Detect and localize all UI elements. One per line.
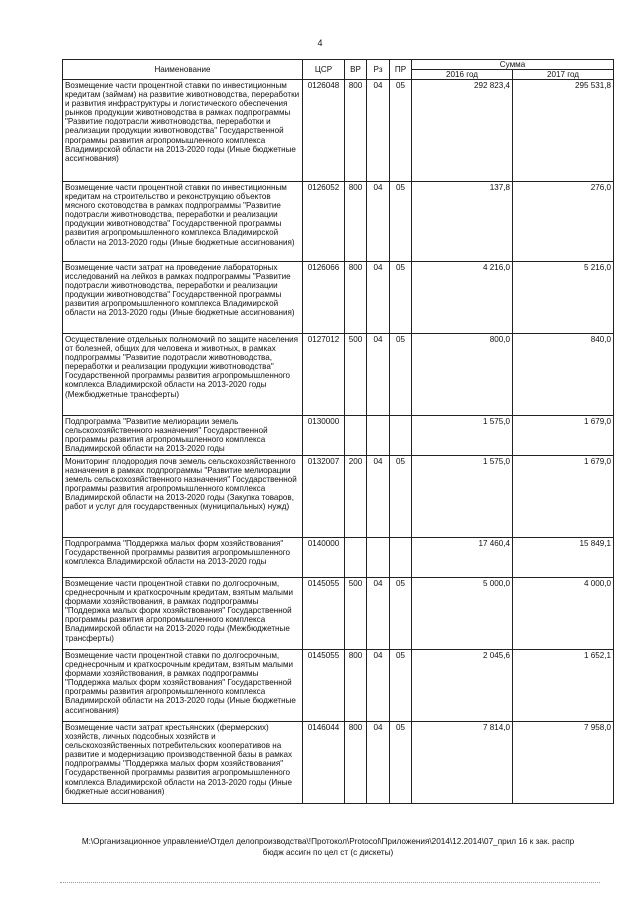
row-name: Подпрограмма "Развитие мелиорации земель сельскохозяйственного назначения" Государственной программы развития агропромышленного комплекса Владимирской области на 2013-2020 годы: [63, 416, 303, 456]
row-csr: 0146044: [303, 722, 345, 804]
row-pr: [390, 538, 412, 578]
row-2016: 7 814,0: [412, 722, 513, 804]
header-2017: 2017 год: [513, 70, 614, 80]
table-row: [63, 262, 614, 334]
row-pr: [390, 416, 412, 456]
row-2016: 1 575,0: [412, 456, 513, 538]
bottom-scan-marks: [60, 882, 600, 884]
table-row: [63, 722, 614, 804]
row-csr: 0130000: [303, 416, 345, 456]
row-2017: 295 531,8: [513, 80, 614, 182]
row-csr: 0145055: [303, 578, 345, 650]
row-rz: 04: [367, 334, 390, 416]
row-vr: [345, 538, 367, 578]
row-csr: 0126048: [303, 80, 345, 182]
row-2016: 4 216,0: [412, 262, 513, 334]
row-csr: 0132007: [303, 456, 345, 538]
row-2016: 17 460,4: [412, 538, 513, 578]
row-csr: 0145055: [303, 650, 345, 722]
row-2016: 1 575,0: [412, 416, 513, 456]
row-vr: 500: [345, 578, 367, 650]
table-row: [63, 456, 614, 538]
row-pr: 05: [390, 80, 412, 182]
row-vr: 800: [345, 80, 367, 182]
row-2016: 137,8: [412, 182, 513, 262]
table-row: [63, 80, 614, 182]
row-vr: 200: [345, 456, 367, 538]
row-vr: 800: [345, 262, 367, 334]
row-csr: 0126052: [303, 182, 345, 262]
row-pr: 05: [390, 182, 412, 262]
row-csr: 0126066: [303, 262, 345, 334]
row-name: Возмещение части затрат на проведение лабораторных исследований на лейкоз в рамках подпрограммы "Развитие подотрасли животноводства, переработки и реализации продукции животноводства" Государственной программы развития агропромышленного комплекса Владимирской области на 2013-2020 годы (Иные бюджетные ассигнования): [63, 262, 303, 334]
row-vr: 800: [345, 722, 367, 804]
table-row: [63, 578, 614, 650]
footer-path: M:\Организационное управление\Отдел делопроизводства\!Протокол\Protocol\Приложения\2014\12.2014\07_прил 16 к зак. распр: [81, 837, 575, 846]
row-csr: 0127012: [303, 334, 345, 416]
row-pr: 05: [390, 334, 412, 416]
row-pr: 05: [390, 578, 412, 650]
document-footer: [28, 837, 628, 858]
budget-table: [62, 59, 614, 804]
row-name: Подпрограмма "Поддержка малых форм хозяйствования" Государственной программы развития агропромышленного комплекса Владимирской области на 2013-2020 годы: [63, 538, 303, 578]
row-2017: 840,0: [513, 334, 614, 416]
table-row: [63, 538, 614, 578]
row-2017: 15 849,1: [513, 538, 614, 578]
row-pr: 05: [390, 456, 412, 538]
header-pr: ПР: [390, 60, 412, 80]
header-sum: Сумма: [412, 60, 614, 70]
row-pr: 05: [390, 650, 412, 722]
row-2016: 292 823,4: [412, 80, 513, 182]
row-2017: 1 679,0: [513, 416, 614, 456]
header-name: Наименование: [63, 60, 303, 80]
row-vr: 800: [345, 182, 367, 262]
header-csr: ЦСР: [303, 60, 345, 80]
row-name: Возмещение части процентной ставки по инвестиционным кредитам на строительство и реконструкцию объектов мясного скотоводства в рамках подпрограммы "Развитие подотрасли животноводства, переработки и реализации продукции животноводства" Государственной программы развития агропромышленного комплекса Владимирской области на 2013-2020 годы (Иные бюджетные ассигнования): [63, 182, 303, 262]
table-row: [63, 416, 614, 456]
row-2017: 4 000,0: [513, 578, 614, 650]
header-vr: ВР: [345, 60, 367, 80]
row-name: Возмещение части процентной ставки по долгосрочным, среднесрочным и краткосрочным кредитам, взятым малыми формами хозяйствования, в рамках подпрограммы "Поддержка малых форм хозяйствования" Государственной программы развития агропромышленного комплекса Владимирской области на 2013-2020 годы (Иные бюджетные ассигнования): [63, 650, 303, 722]
row-2017: 1 652,1: [513, 650, 614, 722]
table-row: [63, 650, 614, 722]
row-name: Возмещение части процентной ставки по инвестиционным кредитам (займам) на развитие животноводства, переработки и развития инфраструктуры и логистического обеспечения рынков продукции животноводства в рамках подпрограммы "Развитие подотрасли животноводства, переработки и реализации продукции животноводства" Государственной программы развития агропромышленного комплекса Владимирской области на 2013-2020 годы (Иные бюджетные ассигнования): [63, 80, 303, 182]
row-rz: 04: [367, 80, 390, 182]
row-rz: 04: [367, 262, 390, 334]
row-name: Мониторинг плодородия почв земель сельскохозяйственного назначения в рамках подпрограммы "Развитие мелиорации земель сельскохозяйственного назначения" Государственной программы развития агропромышленного комплекса Владимирской области на 2013-2020 годы (Закупка товаров, работ и услуг для государственных (муниципальных) нужд): [63, 456, 303, 538]
row-2016: 2 045,6: [412, 650, 513, 722]
table-row: [63, 182, 614, 262]
row-2017: 7 958,0: [513, 722, 614, 804]
row-name: Возмещение части процентной ставки по долгосрочным, среднесрочным и краткосрочным кредитам, взятым малыми формами хозяйствования, в рамках подпрограммы "Поддержка малых форм хозяйствования" Государственной программы развития агропромышленного комплекса Владимирской области на 2013-2020 годы (Межбюджетные трансферты): [63, 578, 303, 650]
row-rz: 04: [367, 182, 390, 262]
row-rz: [367, 416, 390, 456]
table-row: [63, 334, 614, 416]
row-rz: 04: [367, 650, 390, 722]
row-vr: 800: [345, 650, 367, 722]
row-2017: 5 216,0: [513, 262, 614, 334]
header-rz: Рз: [367, 60, 390, 80]
row-name: Осуществление отдельных полномочий по защите населения от болезней, общих для человека и животных, в рамках подпрограммы "Развитие подотрасли животноводства, переработки и реализации продукции животноводства" Государственной программы развития агропромышленного комплекса Владимирской области на 2013-2020 годы (Межбюджетные трансферты): [63, 334, 303, 416]
row-2016: 5 000,0: [412, 578, 513, 650]
row-rz: [367, 538, 390, 578]
row-name: Возмещение части затрат крестьянских (фермерских) хозяйств, личных подсобных хозяйств и сельскохозяйственных потребительских кооперативов на развитие и модернизацию производственной базы в рамках подпрограммы "Поддержка малых форм хозяйствования" Государственной программы развития агропромышленного комплекса Владимирской области на 2013-2020 годы (Иные бюджетные ассигнования): [63, 722, 303, 804]
row-2017: 1 679,0: [513, 456, 614, 538]
row-rz: 04: [367, 722, 390, 804]
row-2016: 800,0: [412, 334, 513, 416]
page-number: 4: [317, 38, 323, 48]
footer-filename: бюдж ассигн по цел ст (с дискеты): [262, 847, 394, 857]
row-vr: [345, 416, 367, 456]
row-pr: 05: [390, 722, 412, 804]
row-csr: 0140000: [303, 538, 345, 578]
row-pr: 05: [390, 262, 412, 334]
row-2017: 276,0: [513, 182, 614, 262]
row-rz: 04: [367, 578, 390, 650]
row-rz: 04: [367, 456, 390, 538]
header-2016: 2016 год: [412, 70, 513, 80]
row-vr: 500: [345, 334, 367, 416]
